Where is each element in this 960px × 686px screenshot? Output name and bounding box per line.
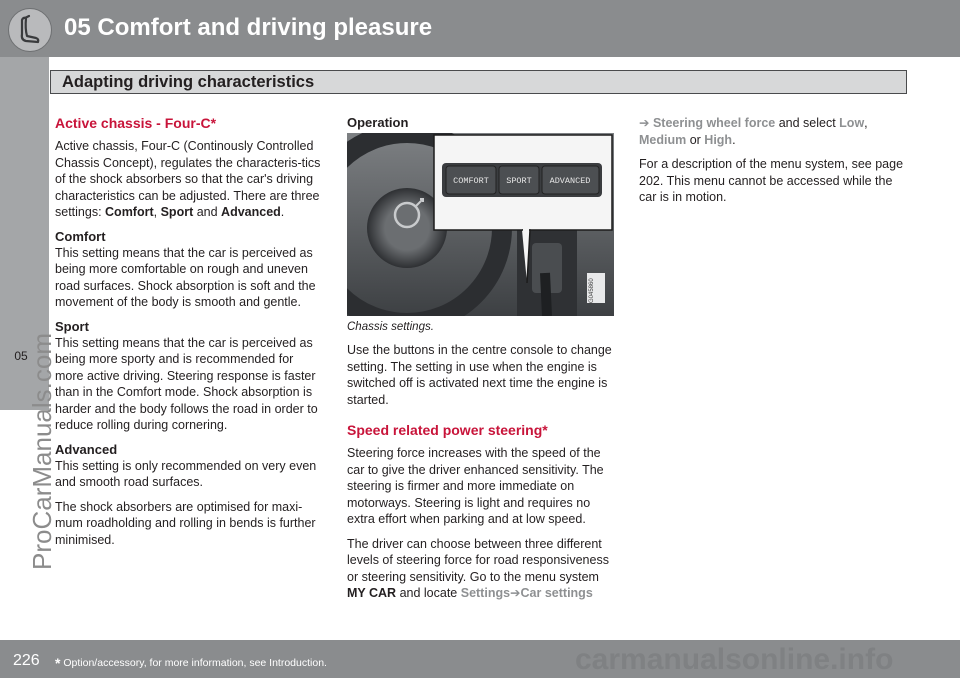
steering-menu-paragraph [639, 115, 909, 148]
dashboard-illustration [347, 133, 614, 316]
arrow-right-icon: ➔ [510, 586, 521, 600]
button-sport-label: SPORT [506, 176, 532, 186]
chassis-settings-photo [347, 133, 614, 316]
watermark-text: ProCarManuals.com [26, 332, 57, 570]
option-low: Low [839, 116, 865, 130]
heading-advanced: Advanced [55, 441, 118, 457]
heading-active-chassis: Active chassis - Four-C* [55, 115, 217, 131]
menu-car-settings: Car settings [520, 586, 593, 600]
menu-and-locate: and locate [396, 586, 461, 600]
intro-advanced: Advanced [221, 205, 281, 219]
button-comfort-label: COMFORT [453, 176, 489, 186]
option-high: High [704, 132, 733, 147]
side-chapter-number: 05 [14, 349, 28, 363]
button-advanced-label: ADVANCED [549, 176, 591, 186]
intro-sep: , [153, 205, 161, 219]
intro-comfort: Comfort [105, 205, 154, 219]
intro-sport: Sport [160, 205, 194, 219]
heading-comfort: Comfort [55, 228, 106, 244]
column-left [55, 115, 325, 556]
image-code: G045860 [589, 278, 595, 303]
photo-caption: Chassis settings. [347, 321, 434, 333]
section-title: Adapting driving characteristics [62, 73, 315, 91]
comfort-paragraph: This setting means that the car is perceived as being more comfortable on rough and uneven road surfaces. Shock absorption is soft and the movement of the body is smooth and gentle. [55, 245, 316, 309]
column-right [639, 115, 909, 214]
speed-paragraph-1: Steering force increases with the speed of the car to give the driver enhanced sensitivity. The steering is firmer and more immediate on motorways. Steering is light and requires no extra effort when parking and at low speed. [347, 446, 604, 526]
intro-text: Active chassis, Four-C (Continously Controlled Chassis Concept), regulates the characteris-tics of the shock absorbers so that the car's driving characteristics can be adjusted. There are three settings: [55, 139, 321, 219]
heading-operation: Operation [347, 115, 409, 130]
comma-text: , [864, 116, 868, 130]
or-text: or [686, 132, 705, 147]
seat-icon [8, 8, 52, 52]
intro-paragraph [55, 138, 325, 221]
heading-sport: Sport [55, 318, 89, 334]
heading-speed-steering: Speed related power steering* [347, 422, 548, 438]
period-text: . [732, 132, 736, 147]
page-number: 226 [13, 652, 40, 669]
speed-paragraph-2 [347, 536, 617, 602]
speed-text-2: The driver can choose between three different levels of steering force for road responsiveness or steering sensitivity. Go to the menu system [347, 536, 609, 584]
seat-icon-graphic [9, 9, 51, 51]
and-select-text: and select [775, 116, 840, 130]
sport-paragraph: This setting means that the car is perceived as being more sporty and is recommended for more active driving. Steering response is faster than in the Comfort mode. Shock absorption is harder and the body follows the road in order to reduce rolling during cornering. [55, 335, 318, 432]
advanced-paragraph: This setting is only recommended on very even and smooth road surfaces. [55, 458, 317, 489]
menu-description-paragraph: For a description of the menu system, see page 202. This menu cannot be accessed while the car is in motion. [639, 157, 904, 204]
footnote-star: * [55, 655, 61, 671]
intro-and: and [193, 205, 222, 219]
column-middle [347, 115, 617, 610]
menu-steering-wheel-force: Steering wheel force [652, 116, 776, 130]
chapter-header [0, 0, 960, 57]
closing-paragraph: The shock absorbers are optimised for maxi-mum roadholding and rolling in bends is further minimised. [55, 499, 316, 547]
menu-settings: Settings [460, 586, 511, 600]
menu-my-car: MY CAR [347, 586, 397, 600]
footer-watermark: carmanualsonline.info [575, 643, 894, 676]
chapter-title: 05 Comfort and driving pleasure [64, 14, 433, 41]
intro-end: . [280, 205, 285, 219]
option-medium: Medium [639, 132, 687, 147]
operation-paragraph: Use the buttons in the centre console to change setting. The setting in use when the engine is switched off is activated next time the engine is started. [347, 343, 612, 407]
footnote [55, 655, 327, 671]
footnote-text: Option/accessory, for more information, see Introduction. [60, 657, 327, 669]
arrow-right-icon: ➔ [639, 116, 650, 130]
